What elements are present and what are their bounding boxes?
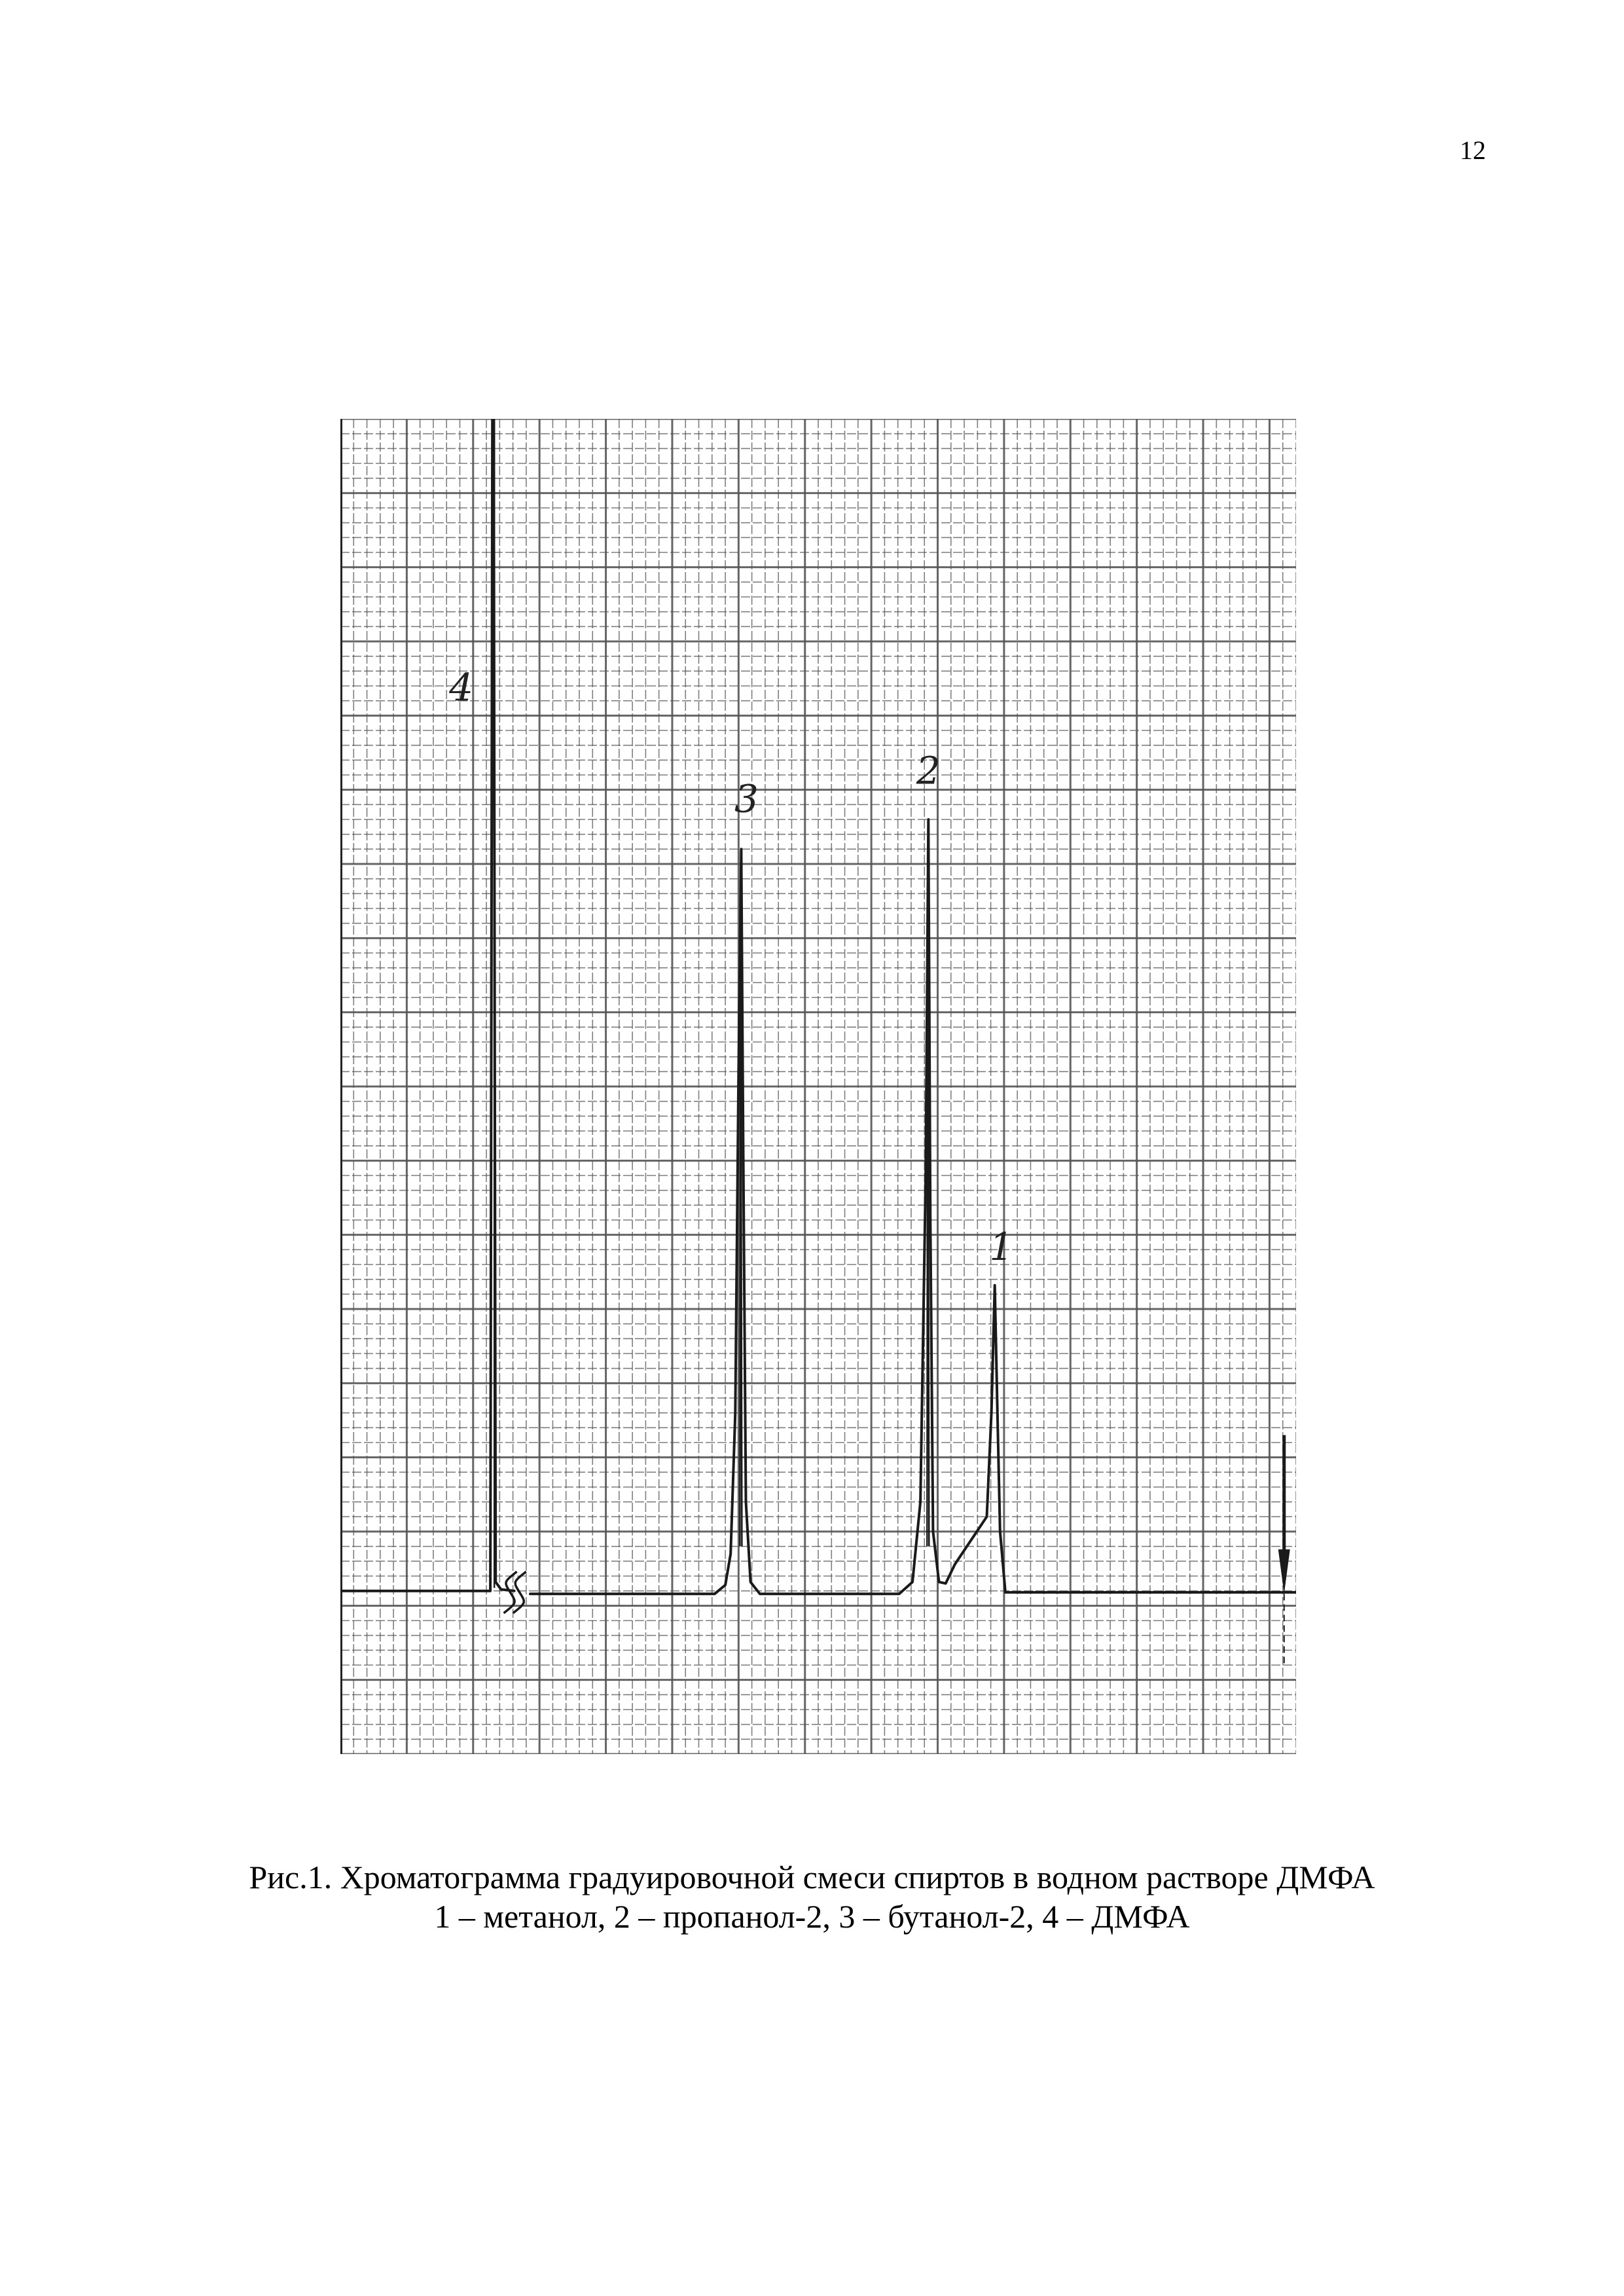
figure-caption (0, 1857, 1624, 1936)
peak-label-1: 1 (989, 1225, 1014, 1270)
page-number: 12 (1460, 135, 1486, 165)
caption-legend: 1 – метанол, 2 – пропанол-2, 3 – бутанол-2, 4 – ДМФА (434, 1898, 1190, 1935)
scale-break-squiggle (504, 1571, 517, 1613)
scale-break-mark (504, 1571, 526, 1613)
caption-title: Рис.1. Хроматограмма градуировочной смеси спиртов в водном растворе ДМФА (249, 1859, 1375, 1895)
marker-arrow-head (1278, 1549, 1290, 1594)
peak-label-3: 3 (734, 776, 759, 821)
graph-paper-grid (340, 419, 1296, 1754)
chromatogram-figure (340, 419, 1296, 1754)
chromatogram-chart (340, 419, 1296, 1754)
injection-marker-arrow (1278, 1435, 1290, 1665)
peak-label-2: 2 (916, 748, 941, 793)
scale-break-squiggle (513, 1571, 526, 1613)
peak-label-4: 4 (449, 665, 473, 710)
